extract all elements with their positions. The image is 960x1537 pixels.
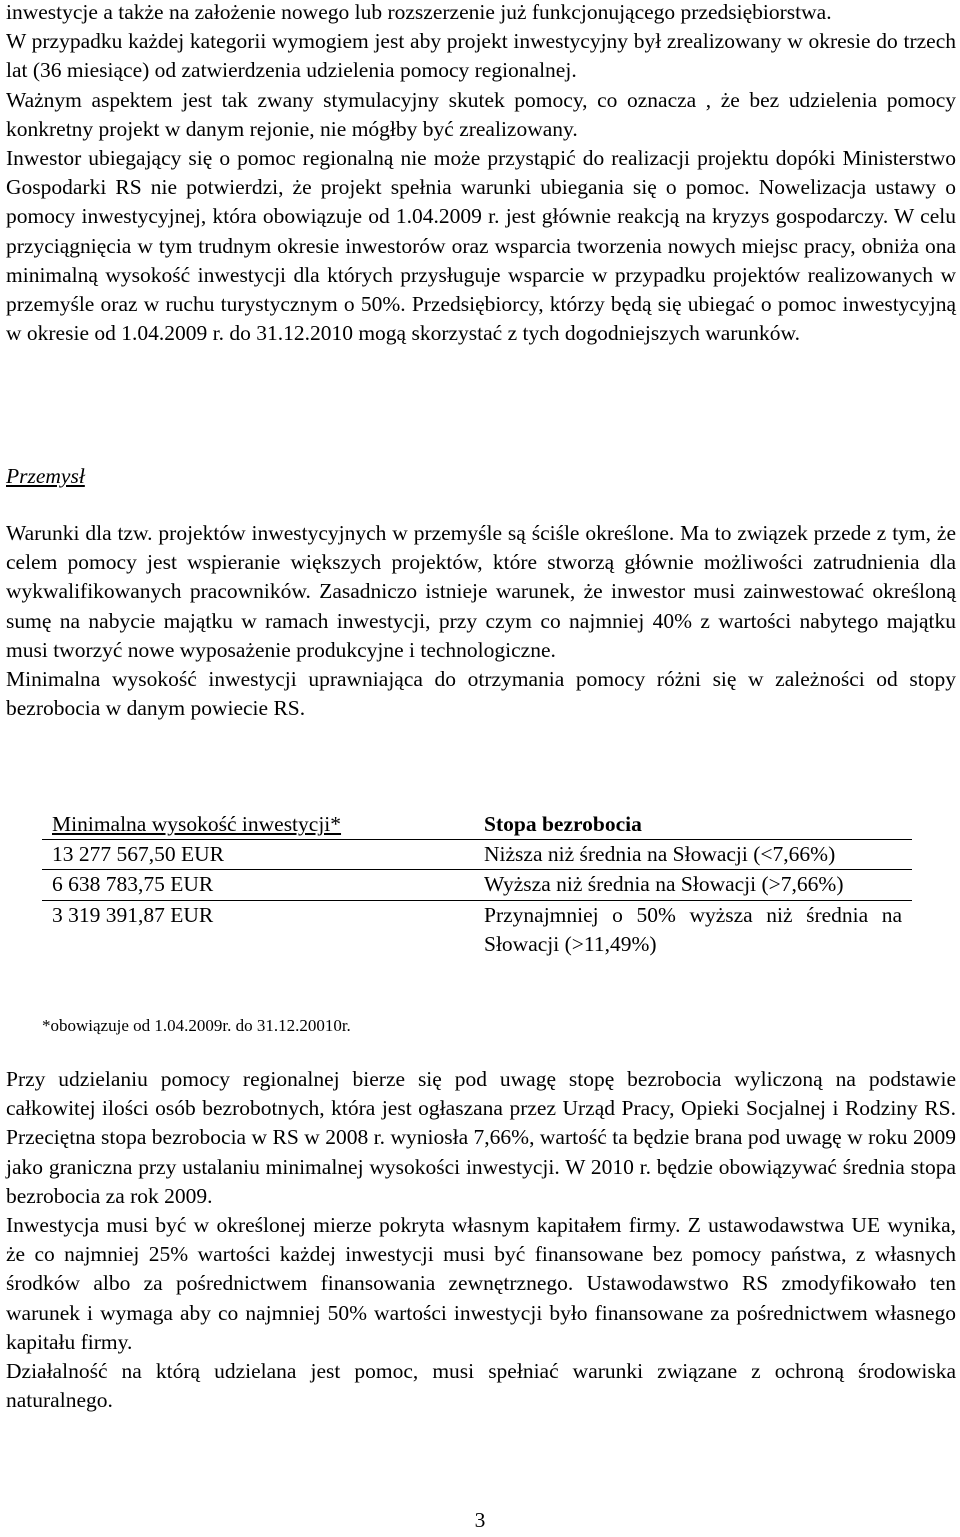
investment-table-wrapper xyxy=(42,810,912,959)
table-cell-amount: 6 638 783,75 EUR xyxy=(42,870,474,900)
paragraph-industry-conditions: Warunki dla tzw. projektów inwestycyjnych w przemyśle są ściśle określone. Ma to związek przede z tym, że celem pomocy jest wspieranie większych projektów, które stworzą głównie możliwości zatrudnienia dla wykwalifikowanych pracowników. Zasadniczo istnieje warunek, że inwestor musi zainwestować określoną sumę na nabycie majątku w ramach inwestycji, przy czym co najmniej 40% z wartości nabytego majątku musi tworzyć nowe wyposażenie produkcyjne i technologiczne. xyxy=(6,521,956,662)
investment-threshold-table xyxy=(42,810,912,959)
table-cell-rate: Niższa niż średnia na Słowacji (<7,66%) xyxy=(474,840,912,870)
paragraph-minimum-investment: Minimalna wysokość inwestycji uprawniająca do otrzymania pomocy różni się w zależności od stopy bezrobocia w danym powiecie RS. xyxy=(6,667,956,721)
paragraph-investor-rules: Inwestor ubiegający się o pomoc regionalną nie może przystąpić do realizacji projektu dopóki Ministerstwo Gospodarki RS nie potwierdzi, że projekt spełnia warunki ubiegania się o pomoc. Nowelizacja ustawy o pomocy inwestycyjnej, która obowiązuje od 1.04.2009 r. jest głównie reakcją na kryzys gospodarczy. W celu przyciągnięcia w tym trudnym okresie inwestorów oraz wsparcia tworzenia nowych miejsc pracy, obniża ona minimalną wysokość inwestycji dla których przysługuje wsparcie w przypadku projektów realizowanych w przemyśle oraz w ruchu turystycznym o 50%. Przedsiębiorcy, którzy będą się ubiegać o pomoc inwestycyjną w okresie od 1.04.2009 r. do 31.12.2010 mogą skorzystać z tych dogodniejszych warunków. xyxy=(6,146,956,346)
paragraph-project-deadline: W przypadku każdej kategorii wymogiem jest aby projekt inwestycyjny był zrealizowany w okresie do trzech lat (36 miesiące) od zatwierdzenia udzielenia pomocy regionalnej. xyxy=(6,29,956,83)
table-header-cell: Minimalna wysokość inwestycji* xyxy=(52,812,342,836)
industry-text-block xyxy=(6,519,956,723)
intro-text-block xyxy=(6,0,956,348)
page-number: 3 xyxy=(474,1508,486,1532)
table-cell-amount: 3 319 391,87 EUR xyxy=(42,900,474,959)
table-row xyxy=(42,840,912,870)
table-footnote: *obowiązuje od 1.04.2009r. do 31.12.20010r. xyxy=(42,1016,351,1035)
table-cell-rate: Wyższa niż średnia na Słowacji (>7,66%) xyxy=(474,870,912,900)
section-heading-industry: Przemysł xyxy=(6,464,85,488)
paragraph-continuation: inwestycje a także na założenie nowego lub rozszerzenie już funkcjonującego przedsiębiorstwa. xyxy=(6,0,832,24)
table-row xyxy=(42,900,912,959)
paragraph-own-capital: Inwestycja musi być w określonej mierze pokryta własnym kapitałem firmy. Z ustawodawstwa UE wynika, że co najmniej 25% wartości każdej inwestycji musi być finansowane bez pomocy państwa, z własnych środków albo za pośrednictwem finansowania zewnętrznego. Ustawodawstwo RS zmodyfikowało ten warunek i wymaga aby co najmniej 50% wartości inwestycji było finansowane za pośrednictwem własnego kapitału firmy. xyxy=(6,1213,956,1354)
paragraph-stimulus-effect: Ważnym aspektem jest tak zwany stymulacyjny skutek pomocy, co oznacza , że bez udzielenia pomocy konkretny projekt w danym rejonie, nie mógłby być zrealizowany. xyxy=(6,87,956,141)
closing-text-block xyxy=(6,1065,956,1415)
table-header-cell: Stopa bezrobocia xyxy=(484,812,642,836)
paragraph-unemployment-rate: Przy udzielaniu pomocy regionalnej bierze się pod uwagę stopę bezrobocia wyliczoną na podstawie całkowitej ilości osób bezrobotnych, która jest ogłaszana przez Urząd Pracy, Opieki Socjalnej i Rodziny RS. Przeciętna stopa bezrobocia w RS w 2008 r. wyniosła 7,66%, wartość ta będzie brana pod uwagę w roku 2009 jako graniczna przy ustalaniu minimalnej wysokości inwestycji. W 2010 r. będzie obowiązywać średnia stopa bezrobocia za rok 2009. xyxy=(6,1067,956,1208)
table-cell-amount: 13 277 567,50 EUR xyxy=(42,840,474,870)
table-header-row xyxy=(42,810,912,840)
table-row xyxy=(42,870,912,900)
paragraph-environment: Działalność na którą udzielana jest pomoc, musi spełniać warunki związane z ochroną środowiska naturalnego. xyxy=(6,1359,956,1413)
table-cell-rate: Przynajmniej o 50% wyższa niż średnia na Słowacji (>11,49%) xyxy=(474,900,912,959)
